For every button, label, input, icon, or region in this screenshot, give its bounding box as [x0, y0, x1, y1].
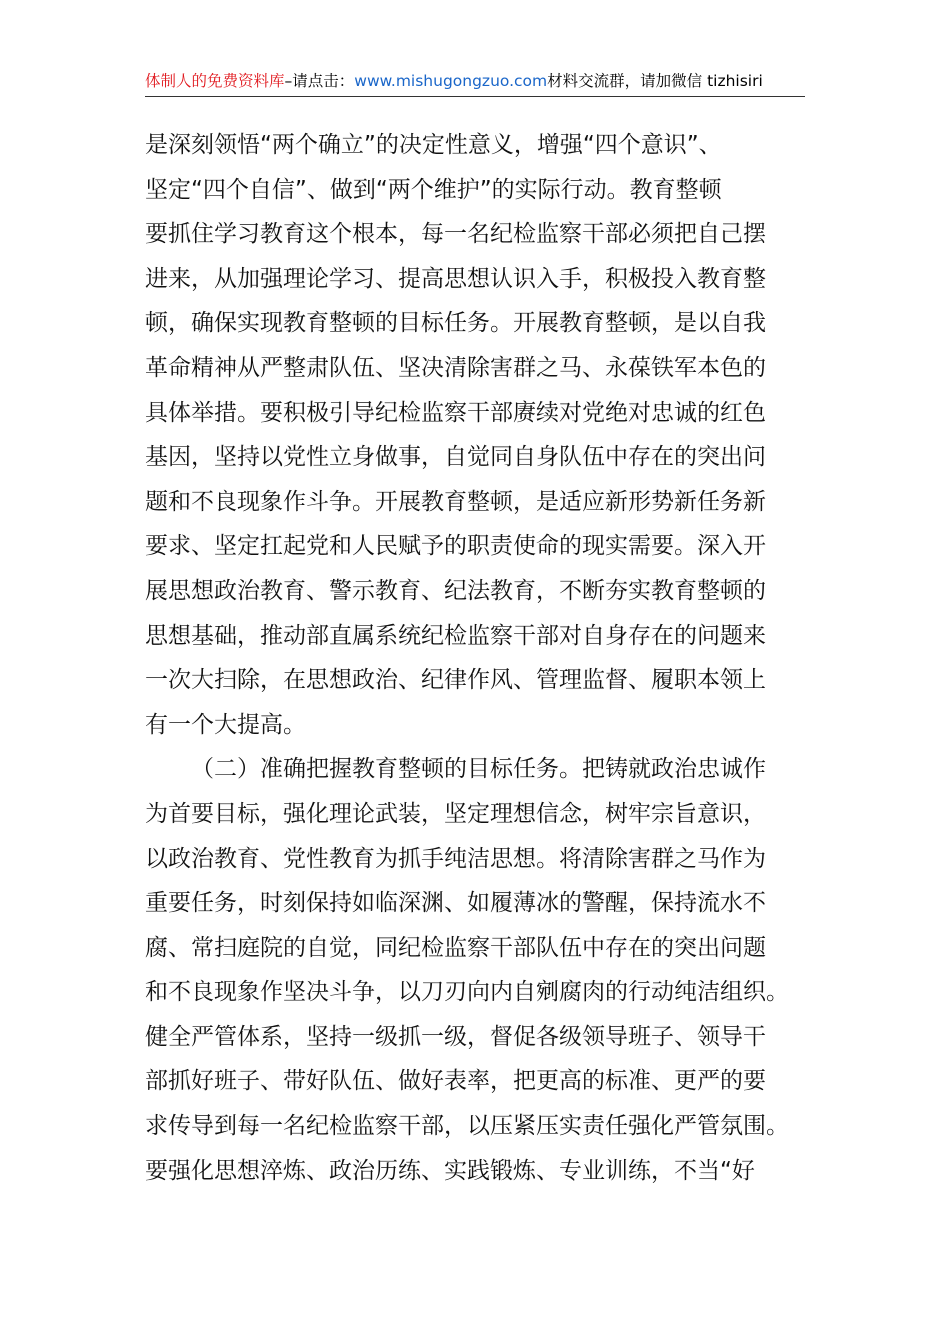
- text-line: 和不良现象作坚决斗争，以刀刃向内自剜腐肉的行动纯洁组织。: [145, 979, 789, 1006]
- text-line: 要抓住学习教育这个根本，每一名纪检监察干部必须把自己摆: [145, 221, 766, 248]
- header-url-link[interactable]: www.mishugongzuo.com: [354, 72, 548, 90]
- header-divider: [145, 96, 805, 97]
- document-body: [145, 123, 810, 1193]
- text-line: 展思想政治教育、警示教育、纪法教育，不断夯实教育整顿的: [145, 577, 766, 604]
- text-line: 坚定“四个自信”、做到“两个维护”的实际行动。教育整顿: [145, 176, 722, 203]
- text-line: 重要任务，时刻保持如临深渊、如履薄冰的警醒，保持流水不: [145, 890, 766, 917]
- text-line: 为首要目标，强化理论武装，坚定理想信念，树牢宗旨意识，: [145, 800, 766, 827]
- text-line: 进来，从加强理论学习、提高思想认识入手，积极投入教育整: [145, 265, 766, 292]
- text-line: 健全严管体系，坚持一级抓一级，督促各级领导班子、领导干: [145, 1023, 766, 1050]
- text-line: 以政治教育、党性教育为抓手纯洁思想。将清除害群之马作为: [145, 845, 766, 872]
- text-line: 革命精神从严整肃队伍、坚决清除害群之马、永葆铁军本色的: [145, 354, 766, 381]
- header-brand: 体制人的免费资料库: [145, 72, 285, 90]
- text-line: 题和不良现象作斗争。开展教育整顿，是适应新形势新任务新: [145, 488, 766, 515]
- text-line: 基因，坚持以党性立身做事，自觉同自身队伍中存在的突出问: [145, 444, 766, 471]
- text-line: 是深刻领悟“两个确立”的决定性意义，增强“四个意识”、: [145, 132, 722, 158]
- text-line: 具体举措。要积极引导纪检监察干部赓续对党绝对忠诚的红色: [145, 399, 766, 426]
- header-contact: 材料交流群，请加微信 tizhisiri: [547, 72, 763, 90]
- text-line: 求传导到每一名纪检监察干部，以压紧压实责任强化严管氛围。: [145, 1113, 789, 1140]
- text-line: 有一个大提高。: [145, 711, 306, 738]
- text-line: 要求、坚定扛起党和人民赋予的职责使命的现实需要。深入开: [145, 533, 766, 560]
- text-line: 要强化思想淬炼、政治历练、实践锻炼、专业训练，不当“好: [145, 1157, 755, 1184]
- text-line: 部抓好班子、带好队伍、做好表率，把更高的标准、更严的要: [145, 1068, 766, 1095]
- text-line: 思想基础，推动部直属系统纪检监察干部对自身存在的问题来: [145, 622, 766, 649]
- text-line: 腐、常扫庭院的自觉，同纪检监察干部队伍中存在的突出问题: [145, 934, 766, 961]
- header-prompt: –请点击：: [284, 72, 355, 90]
- section-heading-line: （二）准确把握教育整顿的目标任务。把铸就政治忠诚作: [191, 756, 766, 783]
- page-header: [145, 66, 805, 96]
- text-line: 一次大扫除，在思想政治、纪律作风、管理监督、履职本领上: [145, 667, 766, 694]
- text-line: 顿，确保实现教育整顿的目标任务。开展教育整顿，是以自我: [145, 310, 766, 337]
